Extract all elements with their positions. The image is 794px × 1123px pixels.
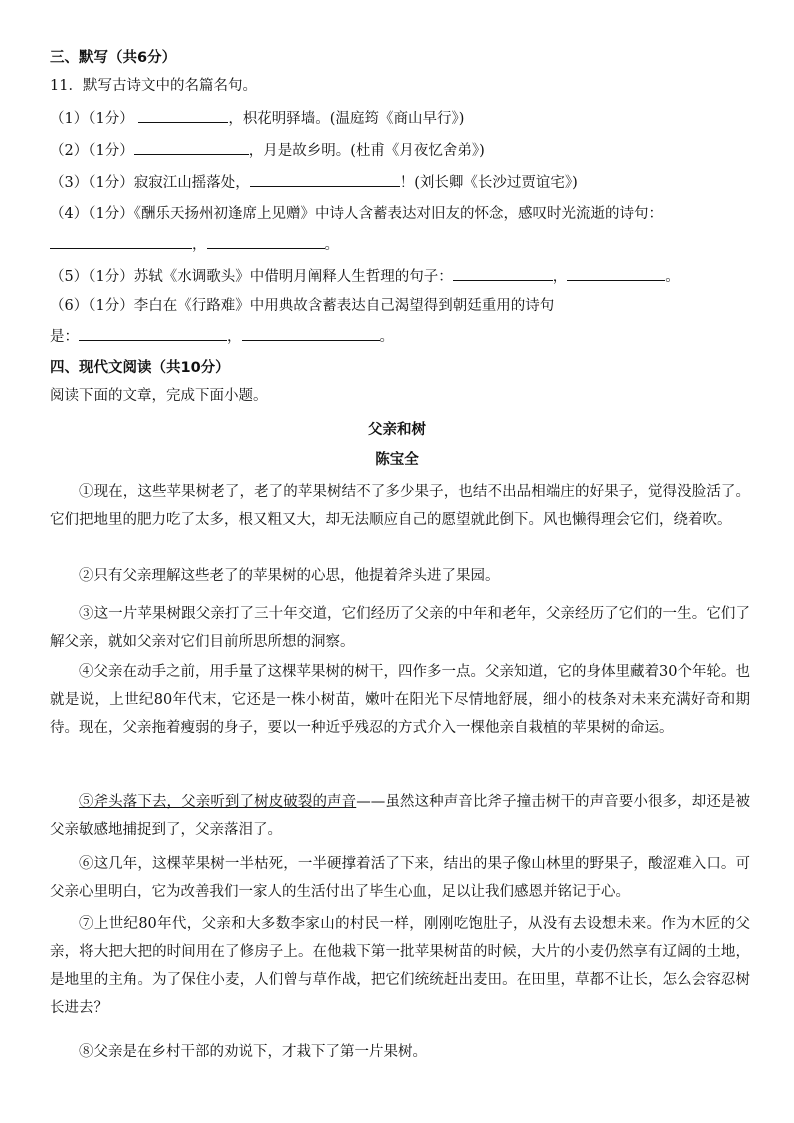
fill-item-5: （5）（1分）苏轼《水调歌头》中借明月阐释人生哲理的句子： ， 。 <box>50 266 750 287</box>
question-11: 11．默写古诗文中的名篇名句。 <box>50 78 257 94</box>
fill-item-4-blanks: ， 。 <box>50 234 750 255</box>
paragraph-2: ②只有父亲理解这些老了的苹果树的心思，他提着斧头进了果园。 <box>79 568 500 584</box>
answer-blank[interactable] <box>453 266 553 281</box>
paragraph-6: ⑥这几年，这棵苹果树一半枯死，一半硬撑着活了下来，结出的果子像山林里的野果子，酸涩难入口。可父亲心里明白，它为改善我们一家人的生活付出了毕生心血，足以让我们感恩并铭记于心。 <box>50 856 750 900</box>
paragraph-7: ⑦上世纪80年代，父亲和大多数李家山的村民一样，刚刚吃饱肚子，从没有去设想未来。作为木匠的父亲，将大把大把的时间用在了修房子上。在他栽下第一批苹果树苗的时候，大片的小麦仍然享有辽阔的土地，是地里的主角。为了保住小麦，人们曾与草作战，把它们统统赶出麦田。在田里，草都不让长，怎么会容忍树长进去？ <box>50 916 750 1016</box>
fill-item-4: （4）（1分）《酬乐天扬州初逢席上见赠》中诗人含蓄表达对旧友的怀念，感叹时光流逝的诗句： <box>50 206 663 222</box>
paragraph-5: ⑤斧头落下去，父亲听到了树皮破裂的声音——虽然这种声音比斧子撞击树干的声音要小很多，却还是被父亲敏感地捕捉到了，父亲落泪了。 <box>50 794 751 838</box>
fill-item-2: （2）（1分） ，月是故乡明。(杜甫《月夜忆舍弟》) <box>50 140 750 161</box>
reading-instruction: 阅读下面的文章，完成下面小题。 <box>50 388 268 404</box>
fill-item-1: （1）（1分） ，枳花明驿墙。(温庭筠《商山早行》) <box>50 108 750 129</box>
fill-item-3: （3）（1分）寂寂江山摇落处， ！(刘长卿《长沙过贾谊宅》) <box>50 172 750 193</box>
answer-blank[interactable] <box>50 234 192 249</box>
answer-blank[interactable] <box>567 266 665 281</box>
answer-blank[interactable] <box>250 172 400 187</box>
paragraph-8: ⑧父亲是在乡村干部的劝说下，才栽下了第一片果树。 <box>79 1044 427 1060</box>
answer-blank[interactable] <box>138 108 228 123</box>
article-title: 父亲和树 <box>368 422 426 438</box>
paragraph-4: ④父亲在动手之前，用手量了这棵苹果树的树干，四作多一点。父亲知道，它的身体里藏着30个年轮。也就是说，上世纪80年代末，它还是一株小树苗，嫩叶在阳光下尽情地舒展，细小的枝条对未来充满好奇和期待。现在，父亲拖着瘦弱的身子，要以一种近乎残忍的方式介入一棵他亲自栽植的苹果树的命运。 <box>50 664 750 736</box>
answer-blank[interactable] <box>79 326 227 341</box>
fill-item-6-blanks: 是： ， 。 <box>50 326 750 347</box>
paragraph-3: ③这一片苹果树跟父亲打了三十年交道，它们经历了父亲的中年和老年，父亲经历了它们的一生。它们了解父亲，就如父亲对它们目前所思所想的洞察。 <box>50 606 750 650</box>
answer-blank[interactable] <box>242 326 380 341</box>
answer-blank[interactable] <box>134 140 249 155</box>
fill-item-6: （6）（1分）李白在《行路难》中用典故含蓄表达自己渴望得到朝廷重用的诗句 <box>50 298 555 314</box>
section-four-heading: 四、现代文阅读（共10分） <box>50 360 230 376</box>
section-three-heading: 三、默写（共6分） <box>50 50 177 66</box>
article-author: 陈宝全 <box>375 452 419 468</box>
answer-blank[interactable] <box>207 234 325 249</box>
paragraph-1: ①现在，这些苹果树老了，老了的苹果树结不了多少果子，也结不出品相端庄的好果子，觉得没脸活了。它们把地里的肥力吃了太多，根又粗又大，却无法顺应自己的愿望就此倒下。风也懒得理会它们，绕着吹。 <box>50 484 750 528</box>
underlined-sentence: ⑤斧头落下去，父亲听到了树皮破裂的声音 <box>79 794 357 810</box>
